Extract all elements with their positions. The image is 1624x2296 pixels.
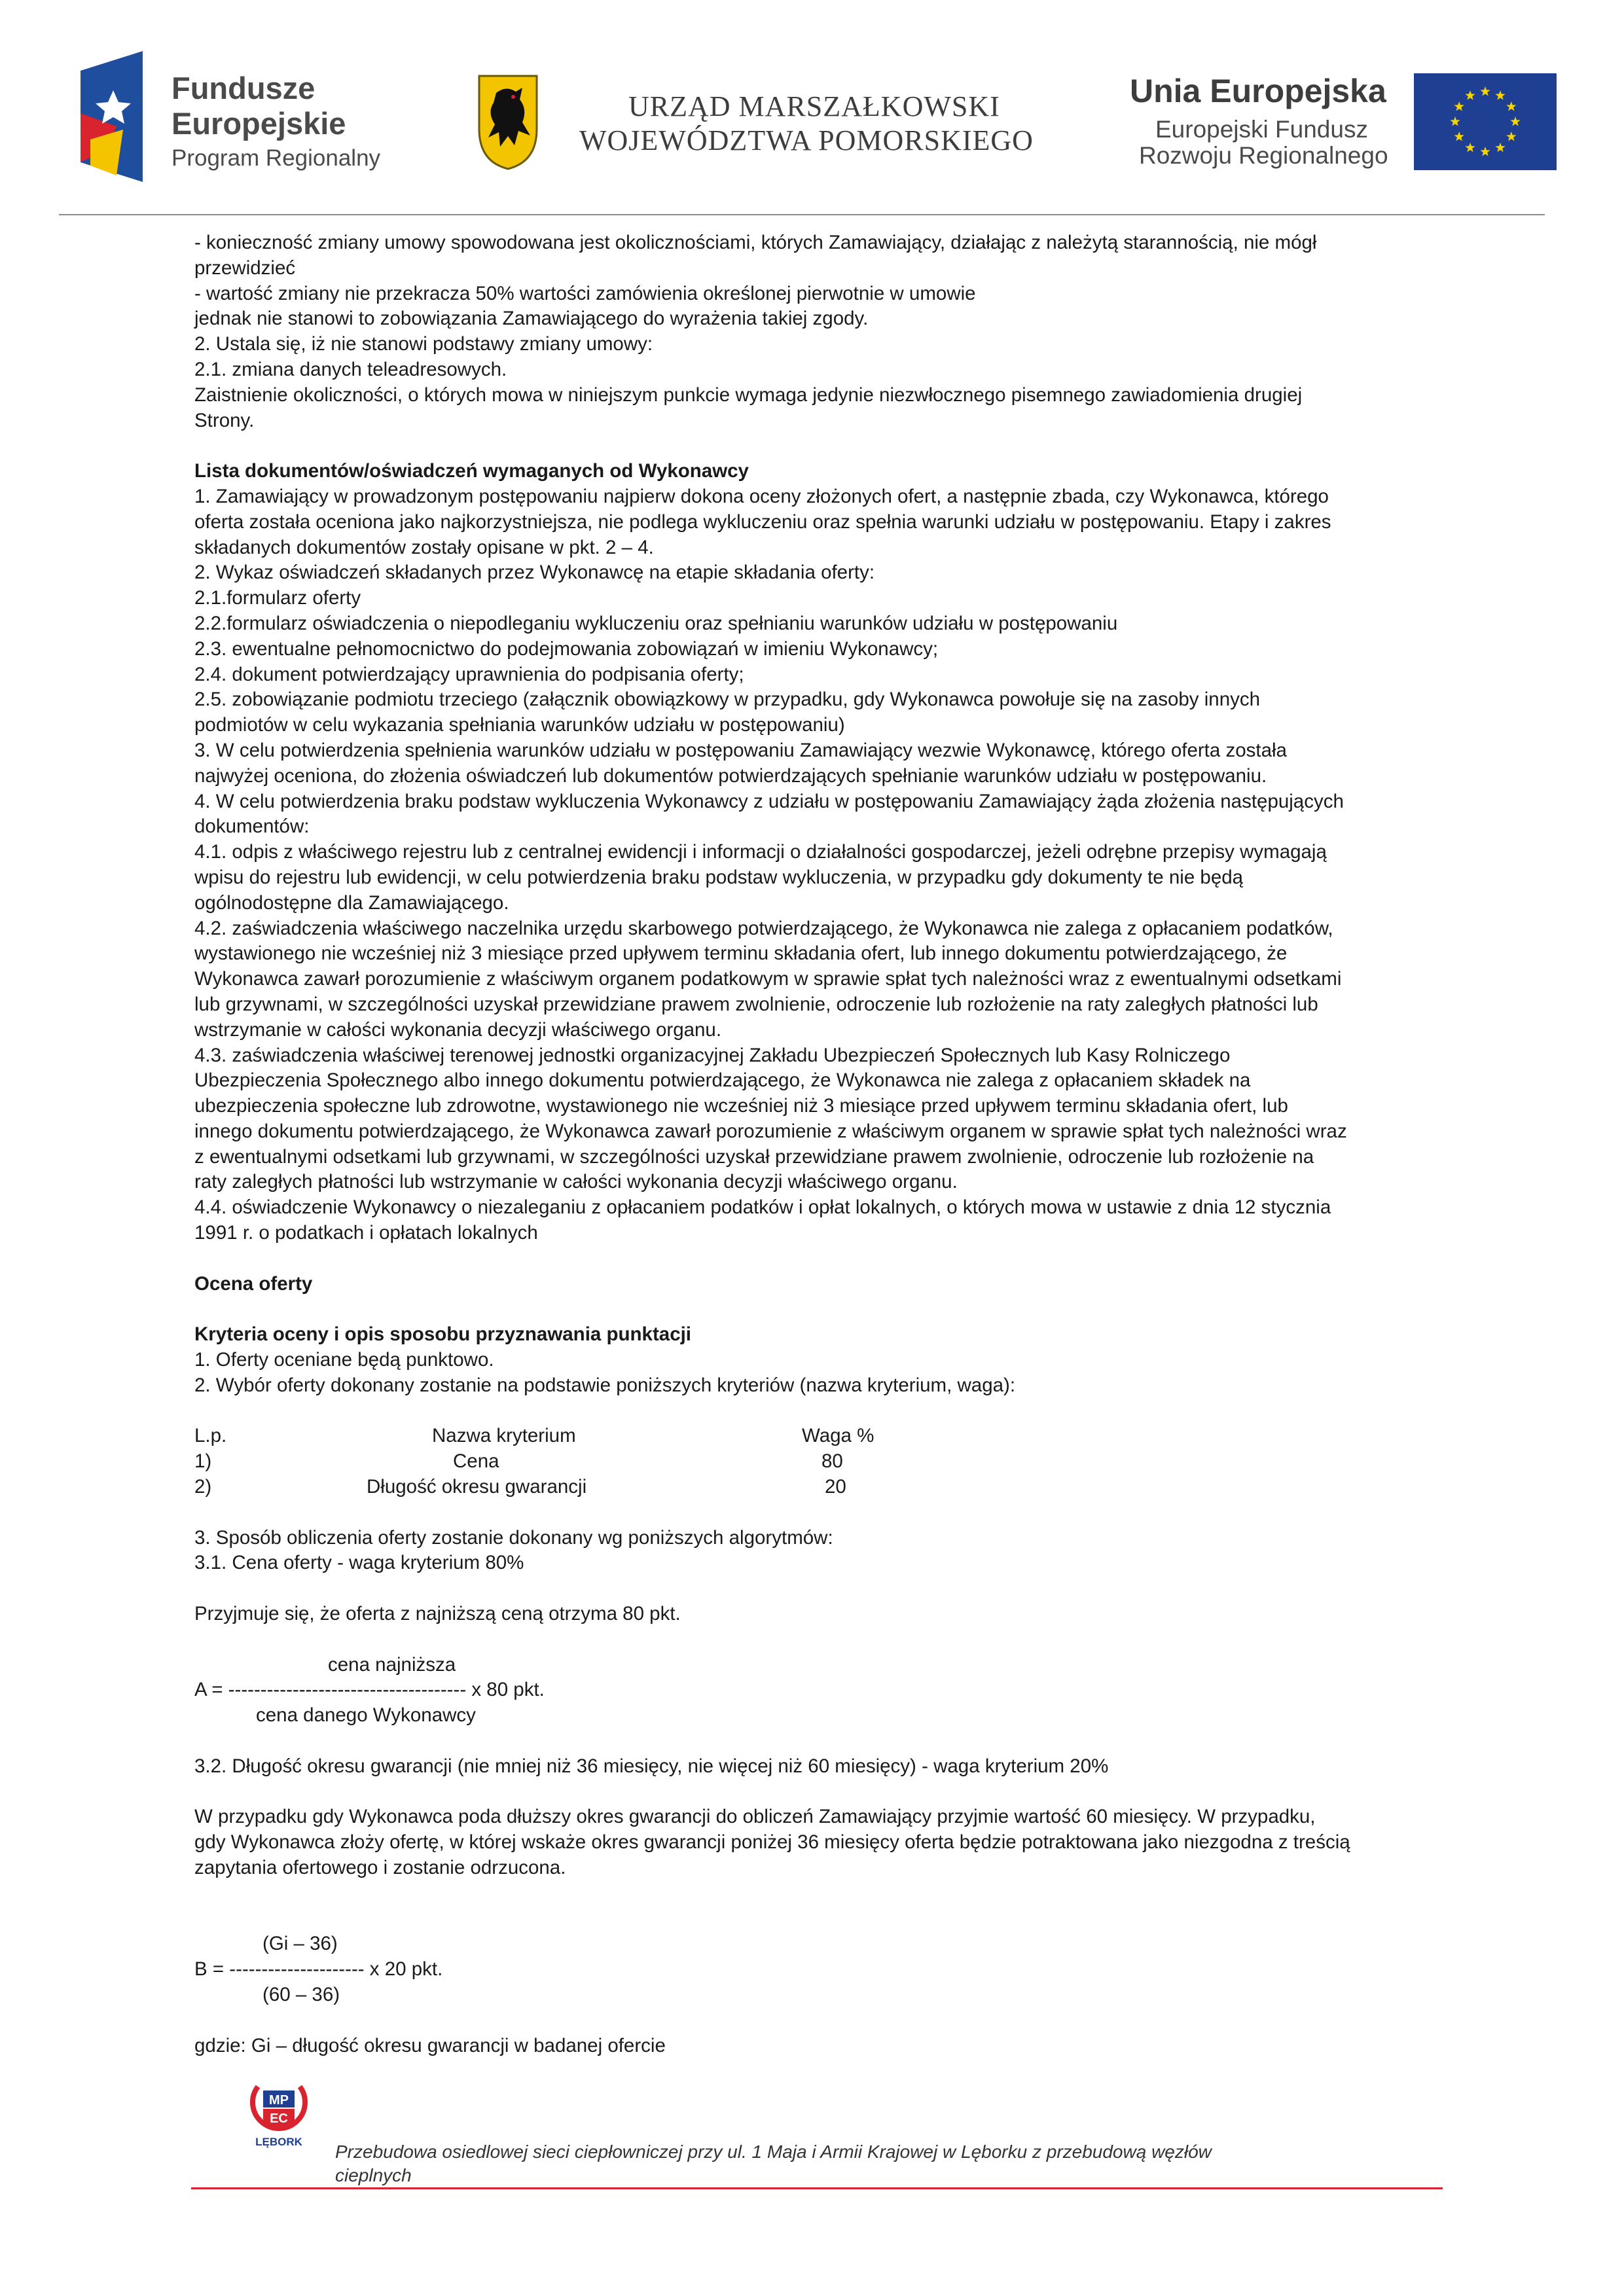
paragraph-line: wstrzymanie w całości wykonania decyzji właściwego organu. [194, 1018, 722, 1041]
table-cell-name: Długość okresu gwarancji [367, 1476, 587, 1498]
mpec-logo [247, 2083, 310, 2148]
footer-line1: Przebudowa osiedlowej sieci ciepłowniczej przy ul. 1 Maja i Armii Krajowej w Lęborku z przebudową węzłów [335, 2142, 1212, 2162]
mpec-emblem-icon [247, 2083, 310, 2148]
paragraph-line: składanych dokumentów zostały opisane w pkt. 2 – 4. [194, 536, 654, 558]
footer-line2: cieplnych [335, 2165, 412, 2185]
paragraph-line: raty zaległych płatności lub wstrzymanie w całości wykonania decyzji właściwego organu. [194, 1171, 958, 1193]
paragraph-line: Zaistnienie okoliczności, o których mowa w niniejszym punkcie wymaga jedynie niezwłocznego pisemnego zawiadomienia drugiej [194, 384, 1303, 406]
paragraph-line: 2.4. dokument potwierdzający uprawnienia do podpisania oferty; [194, 663, 744, 685]
paragraph-line: 4.1. odpis z właściwego rejestru lub z centralnej ewidencji i informacji o działalności gospodarczej, jeżeli odrębne przepisy wymagają [194, 841, 1327, 863]
criteria-section [194, 1322, 1523, 2058]
table-header-name: Nazwa kryterium [432, 1425, 576, 1447]
eu-flag-icon [1414, 73, 1557, 170]
table-cell-lp: 2) [194, 1476, 212, 1498]
paragraph-line: 4. W celu potwierdzenia braku podstaw wykluczenia Wykonawcy z udziału w postępowaniu Zamawiający żąda złożenia następujących [194, 790, 1344, 812]
mpec-logo-top: MP [269, 2093, 289, 2108]
paragraph-line: 2.5. zobowiązanie podmiotu trzeciego (załącznik obowiązkowy w przypadku, gdy Wykonawca powołuje się na zasoby innych [194, 689, 1261, 711]
paragraph-line: 2.1. zmiana danych teleadresowych. [194, 358, 507, 380]
section-heading: Lista dokumentów/oświadczeń wymaganych od Wykonawcy [194, 460, 749, 482]
paragraph-line: 1. Oferty oceniane będą punktowo. [194, 1349, 494, 1371]
paragraph-line: 2. Wykaz oświadczeń składanych przez Wykonawcę na etapie składania oferty: [194, 562, 875, 584]
document-body [194, 230, 1523, 2058]
paragraph-line: gdy Wykonawca złoży ofertę, w której wskaże okres gwarancji poniżej 36 miesięcy oferta będzie potraktowana jako niezgodna z treścią [194, 1831, 1350, 1854]
paragraph-line: 4.3. zaświadczenia właściwej terenowej jednostki organizacyjnej Zakładu Ubezpieczeń Społecznych lub Kasy Rolniczego [194, 1044, 1231, 1066]
paragraph-line: 2.1.formularz oferty [194, 587, 361, 609]
paragraph-line: Strony. [194, 409, 255, 431]
paragraph-line: 3.2. Długość okresu gwarancji (nie mniej niż 36 miesięcy, nie więcej niż 60 miesięcy) - waga kryterium 20% [194, 1755, 1109, 1777]
ue-fund-line2: Rozwoju Regionalnego [1139, 142, 1388, 169]
griffin-shield-icon [477, 73, 539, 171]
paragraph-line: 2.3. ewentualne pełnomocnictwo do podejmowania zobowiązań w imieniu Wykonawcy; [194, 637, 939, 660]
paragraph-line: 4.2. zaświadczenia właściwego naczelnika urzędu skarbowego potwierdzającego, że Wykonawca nie zalega z opłacaniem podatków, [194, 917, 1333, 939]
paragraph-line: W przypadku gdy Wykonawca poda dłuższy okres gwarancji do obliczeń Zamawiający przyjmie wartość 60 miesięcy. W przypadku, [194, 1806, 1316, 1828]
intro-section [194, 230, 1523, 433]
paragraph-line: 1991 r. o podatkach i opłatach lokalnych [194, 1222, 538, 1244]
paragraph-line: podmiotów w celu wykazania spełniania warunków udziału w postępowaniu) [194, 714, 845, 736]
table-row [194, 1449, 1523, 1475]
paragraph-line: najwyżej oceniona, do złożenia oświadczeń lub dokumentów potwierdzających spełnianie warunków udziału w postępowaniu. [194, 764, 1267, 787]
paragraph-line: innego dokumentu potwierdzającego, że Wykonawca zawarł porozumienie z właściwym organem w sprawie spłat tych należności wraz [194, 1120, 1347, 1142]
paragraph-line: - konieczność zmiany umowy spowodowana jest okolicznościami, których Zamawiający, działając z należytą starannością, nie mógł [194, 232, 1317, 253]
urzad-title-line2: WOJEWÓDZTWA POMORSKIEGO [579, 124, 1034, 156]
table-cell-weight: 20 [825, 1476, 846, 1498]
paragraph-line: 1. Zamawiający w prowadzonym postępowaniu najpierw dokona oceny złożonych ofert, a następnie zbada, czy Wykonawca, którego [194, 485, 1329, 507]
paragraph-line: 3.1. Cena oferty - waga kryterium 80% [194, 1552, 524, 1574]
fundusze-subtitle: Program Regionalny [171, 145, 381, 171]
formula-numerator: (Gi – 36) [262, 1933, 338, 1955]
urzad-title-line1: URZĄD MARSZAŁKOWSKI [628, 90, 1000, 122]
ue-title: Unia Europejska [1130, 73, 1386, 109]
paragraph-line: wpisu do rejestru lub ewidencji, w celu potwierdzenia braku podstaw wykluczenia, w przypadku gdy dokumenty te nie będą [194, 866, 1244, 888]
table-cell-name: Cena [453, 1450, 499, 1473]
table-header-weight: Waga % [802, 1425, 875, 1447]
formula-denominator: cena danego Wykonawcy [256, 1704, 476, 1727]
paragraph-line: wystawionego nie wcześniej niż 3 miesiące przed upływem terminu składania ofert, lub innego dokumentu potwierdzającego, że [194, 942, 1288, 965]
paragraph-line: lub grzywnami, w szczególności uzyskał przewidziane prawem zwolnienie, odroczenie lub rozłożenie na raty zaległych płatności lub [194, 993, 1318, 1015]
paragraph-line: oferta została oceniona jako najkorzystniejsza, nie podlega wykluczeniu oraz spełnia warunki udziału w postępowaniu. Etapy i zakres [194, 511, 1331, 533]
header-divider [59, 214, 1545, 215]
section-heading: Kryteria oceny i opis sposobu przyznawania punktacji [194, 1323, 691, 1346]
formula-a [194, 1653, 1523, 1729]
paragraph-line: Ubezpieczenia Społecznego albo innego dokumentu potwierdzającego, że Wykonawca nie zalega z opłacaniem składek na [194, 1069, 1251, 1092]
footer-divider [191, 2187, 1443, 2189]
mpec-logo-bottom: LĘBORK [255, 2136, 302, 2148]
formula-denominator: (60 – 36) [262, 1983, 340, 2005]
criteria-table [194, 1424, 1523, 1499]
paragraph-line: gdzie: Gi – długość okresu gwarancji w badanej ofercie [194, 2034, 666, 2056]
fundusze-title-line1: Fundusze [171, 71, 316, 105]
paragraph-line: 3. Sposób obliczenia oferty zostanie dokonany wg poniższych algorytmów: [194, 1526, 833, 1549]
table-header-lp: L.p. [194, 1425, 227, 1447]
paragraph-line: 2. Wybór oferty dokonany zostanie na podstawie poniższych kryteriów (nazwa kryterium, waga): [194, 1374, 1016, 1396]
table-row [194, 1475, 1523, 1500]
formula-main: A = ------------------------------------- x 80 pkt. [194, 1679, 545, 1701]
paragraph-line: - wartość zmiany nie przekracza 50% wartości zamówienia określonej pierwotnie w umowie [194, 282, 976, 304]
formula-b [194, 1931, 1523, 2007]
footer-project-title [335, 2140, 1448, 2187]
fundusze-emblem-icon [77, 51, 169, 182]
section-heading: Ocena oferty [194, 1272, 313, 1295]
table-cell-weight: 80 [821, 1450, 843, 1473]
paragraph-line: ogólnodostępne dla Zamawiającego. [194, 891, 509, 914]
paragraph-line: przewidzieć [194, 257, 296, 279]
paragraph-line: zapytania ofertowego i zostanie odrzucona. [194, 1857, 566, 1878]
pomorskie-coat-of-arms [477, 73, 539, 171]
formula-numerator: cena najniższa [328, 1653, 456, 1676]
table-cell-lp: 1) [194, 1450, 212, 1473]
paragraph-line: Wykonawca zawarł porozumienie z właściwym organem podatkowym w sprawie spłat tych należności wraz z ewentualnymi odsetkami [194, 968, 1342, 990]
paragraph-line: Przyjmuje się, że oferta z najniższą ceną otrzyma 80 pkt. [194, 1603, 681, 1625]
table-header-row [194, 1424, 1523, 1449]
fundusze-title-line2: Europejskie [171, 106, 346, 141]
eu-flag [1414, 73, 1557, 170]
paragraph-line: z ewentualnymi odsetkami lub grzywnami, w szczególności uzyskał przewidziane prawem zwolnienie, odroczenie lub rozłożenie na [194, 1145, 1314, 1168]
paragraph-line: jednak nie stanowi to zobowiązania Zamawiającego do wyrażenia takiej zgody. [194, 308, 869, 330]
fundusze-logo [77, 51, 169, 182]
paragraph-line: 3. W celu potwierdzenia spełnienia warunków udziału w postępowaniu Zamawiający wezwie Wykonawcę, którego oferta została [194, 739, 1287, 761]
paragraph-line: dokumentów: [194, 816, 310, 838]
documents-section [194, 459, 1523, 1246]
paragraph-line: 2. Ustala się, iż nie stanowi podstawy zmiany umowy: [194, 333, 653, 355]
paragraph-line: ubezpieczenia społeczne lub zdrowotne, wystawionego nie wcześniej niż 3 miesiące przed upływem terminu składania ofert, lub [194, 1095, 1288, 1117]
mpec-logo-mid: EC [270, 2111, 288, 2126]
ue-fund-line1: Europejski Fundusz [1155, 116, 1368, 143]
paragraph-line: 4.4. oświadczenie Wykonawcy o niezaleganiu z opłacaniem podatków i opłat lokalnych, o których mowa w ustawie z dnia 12 stycznia [194, 1196, 1331, 1219]
paragraph-line: 2.2.formularz oświadczenia o niepodleganiu wykluczeniu oraz spełnianiu warunków udziału w postępowaniu [194, 612, 1118, 634]
formula-main: B = --------------------- x 20 pkt. [194, 1958, 443, 1981]
